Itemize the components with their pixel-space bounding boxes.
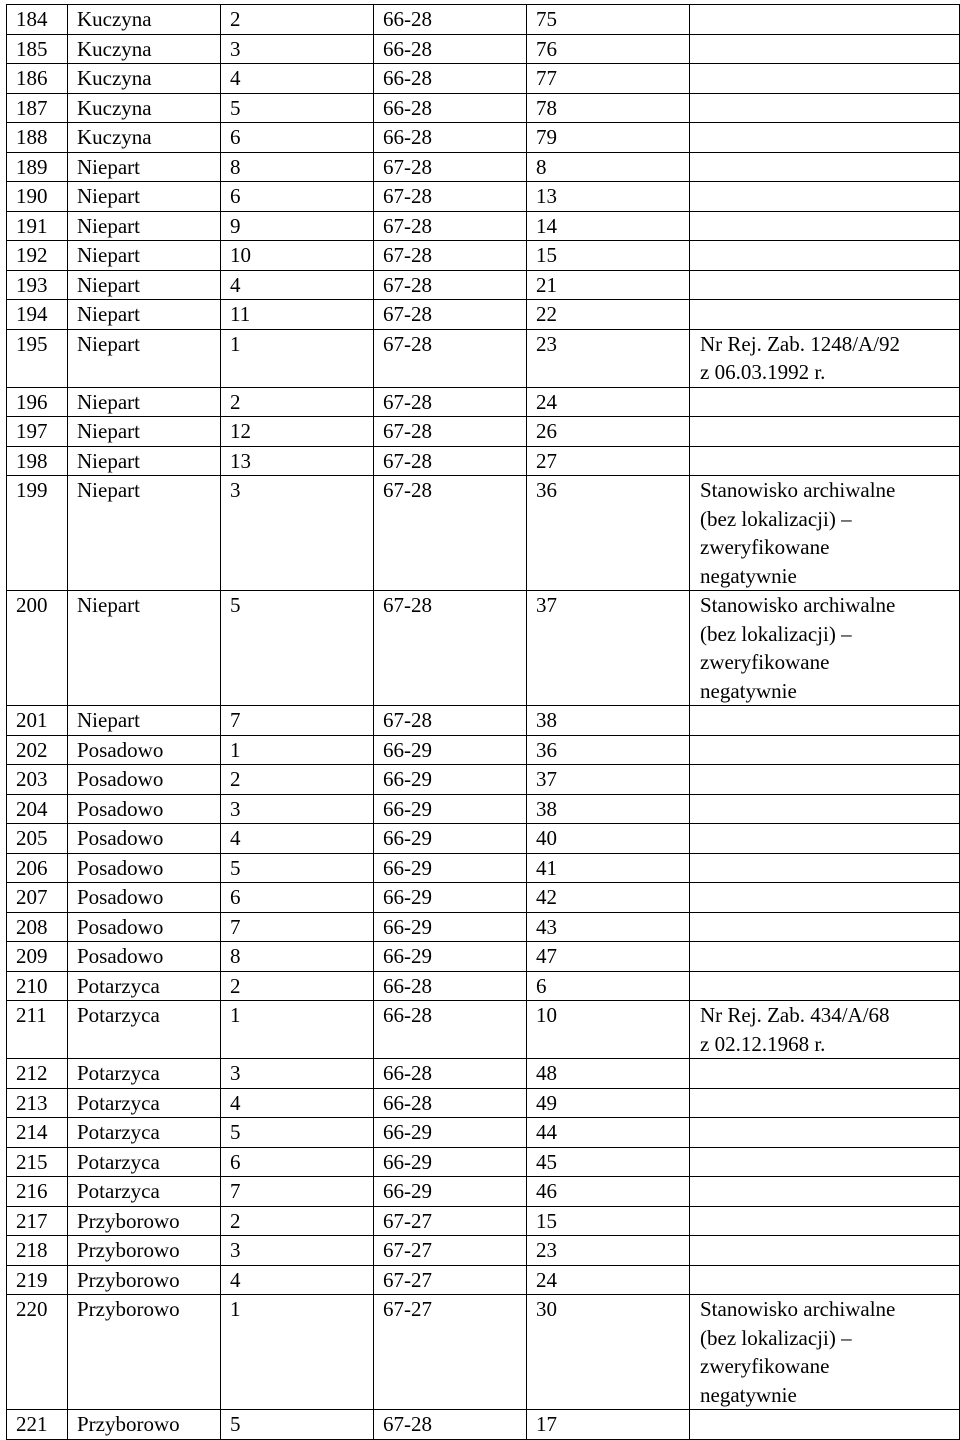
locality-cell: Niepart bbox=[68, 417, 221, 447]
remarks-line: zweryfikowane bbox=[700, 650, 830, 674]
azp-area-cell: 67-28 bbox=[374, 476, 527, 591]
locality-cell: Potarzyca bbox=[68, 1147, 221, 1177]
locality-cell: Posadowo bbox=[68, 824, 221, 854]
table-row bbox=[7, 706, 960, 736]
table-row bbox=[7, 942, 960, 972]
area-site-number-cell: 10 bbox=[527, 1001, 690, 1059]
remarks-line: z 06.03.1992 r. bbox=[700, 360, 826, 384]
sites-table-body bbox=[7, 5, 960, 1440]
table-row bbox=[7, 64, 960, 94]
remarks-cell bbox=[690, 270, 960, 300]
azp-area-cell: 66-28 bbox=[374, 5, 527, 35]
area-site-number-cell: 79 bbox=[527, 123, 690, 153]
area-site-number-cell: 38 bbox=[527, 794, 690, 824]
azp-area-cell: 67-28 bbox=[374, 211, 527, 241]
azp-area-cell: 67-28 bbox=[374, 387, 527, 417]
table-row bbox=[7, 1295, 960, 1410]
area-site-number-cell: 15 bbox=[527, 241, 690, 271]
remarks-cell bbox=[690, 794, 960, 824]
table-row bbox=[7, 1059, 960, 1089]
row-number-cell: 216 bbox=[7, 1177, 68, 1207]
azp-area-cell: 67-27 bbox=[374, 1295, 527, 1410]
remarks-cell bbox=[690, 735, 960, 765]
locality-cell: Niepart bbox=[68, 706, 221, 736]
row-number-cell: 199 bbox=[7, 476, 68, 591]
row-number-cell: 218 bbox=[7, 1236, 68, 1266]
site-number-cell: 4 bbox=[221, 1088, 374, 1118]
area-site-number-cell: 26 bbox=[527, 417, 690, 447]
area-site-number-cell: 45 bbox=[527, 1147, 690, 1177]
azp-area-cell: 66-28 bbox=[374, 1088, 527, 1118]
area-site-number-cell: 24 bbox=[527, 1265, 690, 1295]
azp-area-cell: 66-29 bbox=[374, 853, 527, 883]
row-number-cell: 213 bbox=[7, 1088, 68, 1118]
azp-area-cell: 66-29 bbox=[374, 735, 527, 765]
locality-cell: Niepart bbox=[68, 476, 221, 591]
locality-cell: Potarzyca bbox=[68, 1177, 221, 1207]
table-row bbox=[7, 1236, 960, 1266]
site-number-cell: 7 bbox=[221, 1177, 374, 1207]
table-row bbox=[7, 1265, 960, 1295]
table-row bbox=[7, 270, 960, 300]
locality-cell: Kuczyna bbox=[68, 123, 221, 153]
locality-cell: Posadowo bbox=[68, 765, 221, 795]
area-site-number-cell: 41 bbox=[527, 853, 690, 883]
table-row bbox=[7, 329, 960, 387]
row-number-cell: 212 bbox=[7, 1059, 68, 1089]
row-number-cell: 217 bbox=[7, 1206, 68, 1236]
remarks-cell bbox=[690, 912, 960, 942]
remarks-line: zweryfikowane bbox=[700, 1354, 830, 1378]
area-site-number-cell: 14 bbox=[527, 211, 690, 241]
table-row bbox=[7, 591, 960, 706]
remarks-cell bbox=[690, 1206, 960, 1236]
remarks-cell bbox=[690, 123, 960, 153]
azp-area-cell: 67-28 bbox=[374, 591, 527, 706]
remarks-line: Stanowisko archiwalne bbox=[700, 1297, 896, 1321]
table-row bbox=[7, 93, 960, 123]
site-number-cell: 1 bbox=[221, 735, 374, 765]
remarks-cell bbox=[690, 182, 960, 212]
row-number-cell: 206 bbox=[7, 853, 68, 883]
remarks-cell bbox=[690, 417, 960, 447]
azp-area-cell: 66-29 bbox=[374, 1118, 527, 1148]
site-number-cell: 5 bbox=[221, 591, 374, 706]
azp-area-cell: 67-27 bbox=[374, 1236, 527, 1266]
area-site-number-cell: 42 bbox=[527, 883, 690, 913]
table-row bbox=[7, 34, 960, 64]
site-number-cell: 11 bbox=[221, 300, 374, 330]
remarks-cell bbox=[690, 34, 960, 64]
table-row bbox=[7, 1147, 960, 1177]
remarks-line: zweryfikowane bbox=[700, 535, 830, 559]
table-row bbox=[7, 241, 960, 271]
site-number-cell: 9 bbox=[221, 211, 374, 241]
locality-cell: Potarzyca bbox=[68, 971, 221, 1001]
row-number-cell: 187 bbox=[7, 93, 68, 123]
table-row bbox=[7, 1206, 960, 1236]
site-number-cell: 3 bbox=[221, 1236, 374, 1266]
locality-cell: Posadowo bbox=[68, 853, 221, 883]
row-number-cell: 197 bbox=[7, 417, 68, 447]
locality-cell: Przyborowo bbox=[68, 1295, 221, 1410]
area-site-number-cell: 17 bbox=[527, 1410, 690, 1440]
azp-area-cell: 66-28 bbox=[374, 93, 527, 123]
row-number-cell: 198 bbox=[7, 446, 68, 476]
remarks-line: (bez lokalizacji) – bbox=[700, 621, 852, 646]
site-number-cell: 5 bbox=[221, 93, 374, 123]
site-number-cell: 7 bbox=[221, 706, 374, 736]
site-number-cell: 13 bbox=[221, 446, 374, 476]
row-number-cell: 207 bbox=[7, 883, 68, 913]
area-site-number-cell: 21 bbox=[527, 270, 690, 300]
remarks-cell bbox=[690, 211, 960, 241]
locality-cell: Niepart bbox=[68, 591, 221, 706]
locality-cell: Niepart bbox=[68, 241, 221, 271]
locality-cell: Kuczyna bbox=[68, 93, 221, 123]
area-site-number-cell: 37 bbox=[527, 591, 690, 706]
remarks-cell bbox=[690, 1295, 960, 1410]
azp-area-cell: 67-27 bbox=[374, 1206, 527, 1236]
site-number-cell: 1 bbox=[221, 1295, 374, 1410]
remarks-line: (bez lokalizacji) – bbox=[700, 1325, 852, 1350]
remarks-cell bbox=[690, 1236, 960, 1266]
remarks-line: negatywnie bbox=[700, 1382, 797, 1407]
table-row bbox=[7, 387, 960, 417]
area-site-number-cell: 49 bbox=[527, 1088, 690, 1118]
remarks-cell bbox=[690, 64, 960, 94]
locality-cell: Niepart bbox=[68, 211, 221, 241]
site-number-cell: 5 bbox=[221, 1410, 374, 1440]
table-row bbox=[7, 446, 960, 476]
azp-area-cell: 66-29 bbox=[374, 942, 527, 972]
area-site-number-cell: 40 bbox=[527, 824, 690, 854]
locality-cell: Kuczyna bbox=[68, 34, 221, 64]
azp-area-cell: 67-28 bbox=[374, 270, 527, 300]
locality-cell: Posadowo bbox=[68, 942, 221, 972]
remarks-line: Nr Rej. Zab. 1248/A/92 bbox=[700, 331, 901, 356]
row-number-cell: 209 bbox=[7, 942, 68, 972]
remarks-cell bbox=[690, 5, 960, 35]
area-site-number-cell: 77 bbox=[527, 64, 690, 94]
row-number-cell: 192 bbox=[7, 241, 68, 271]
area-site-number-cell: 27 bbox=[527, 446, 690, 476]
azp-area-cell: 67-28 bbox=[374, 182, 527, 212]
azp-area-cell: 66-28 bbox=[374, 64, 527, 94]
remarks-cell bbox=[690, 971, 960, 1001]
site-number-cell: 2 bbox=[221, 971, 374, 1001]
site-number-cell: 3 bbox=[221, 794, 374, 824]
azp-area-cell: 66-28 bbox=[374, 1059, 527, 1089]
table-row bbox=[7, 1118, 960, 1148]
area-site-number-cell: 43 bbox=[527, 912, 690, 942]
azp-area-cell: 67-28 bbox=[374, 706, 527, 736]
row-number-cell: 188 bbox=[7, 123, 68, 153]
site-number-cell: 4 bbox=[221, 824, 374, 854]
table-row bbox=[7, 211, 960, 241]
area-site-number-cell: 6 bbox=[527, 971, 690, 1001]
table-row bbox=[7, 824, 960, 854]
azp-area-cell: 66-29 bbox=[374, 765, 527, 795]
row-number-cell: 214 bbox=[7, 1118, 68, 1148]
site-number-cell: 5 bbox=[221, 853, 374, 883]
table-row bbox=[7, 152, 960, 182]
area-site-number-cell: 48 bbox=[527, 1059, 690, 1089]
remarks-cell bbox=[690, 1059, 960, 1089]
remarks-line: negatywnie bbox=[700, 678, 797, 703]
area-site-number-cell: 22 bbox=[527, 300, 690, 330]
locality-cell: Kuczyna bbox=[68, 64, 221, 94]
site-number-cell: 6 bbox=[221, 883, 374, 913]
remarks-cell bbox=[690, 706, 960, 736]
locality-cell: Niepart bbox=[68, 152, 221, 182]
row-number-cell: 221 bbox=[7, 1410, 68, 1440]
table-row bbox=[7, 182, 960, 212]
site-number-cell: 2 bbox=[221, 5, 374, 35]
azp-area-cell: 67-28 bbox=[374, 329, 527, 387]
table-row bbox=[7, 853, 960, 883]
site-number-cell: 1 bbox=[221, 1001, 374, 1059]
area-site-number-cell: 38 bbox=[527, 706, 690, 736]
remarks-cell bbox=[690, 241, 960, 271]
remarks-cell bbox=[690, 853, 960, 883]
table-row bbox=[7, 883, 960, 913]
row-number-cell: 211 bbox=[7, 1001, 68, 1059]
row-number-cell: 190 bbox=[7, 182, 68, 212]
remarks-line: Stanowisko archiwalne bbox=[700, 478, 896, 502]
remarks-line: (bez lokalizacji) – bbox=[700, 506, 852, 531]
row-number-cell: 220 bbox=[7, 1295, 68, 1410]
remarks-cell bbox=[690, 1265, 960, 1295]
row-number-cell: 201 bbox=[7, 706, 68, 736]
row-number-cell: 200 bbox=[7, 591, 68, 706]
table-row bbox=[7, 1177, 960, 1207]
table-row bbox=[7, 5, 960, 35]
site-number-cell: 6 bbox=[221, 123, 374, 153]
row-number-cell: 191 bbox=[7, 211, 68, 241]
sites-table bbox=[6, 4, 960, 1440]
azp-area-cell: 67-28 bbox=[374, 1410, 527, 1440]
azp-area-cell: 66-29 bbox=[374, 912, 527, 942]
remarks-cell bbox=[690, 446, 960, 476]
area-site-number-cell: 78 bbox=[527, 93, 690, 123]
remarks-cell bbox=[690, 765, 960, 795]
row-number-cell: 215 bbox=[7, 1147, 68, 1177]
area-site-number-cell: 24 bbox=[527, 387, 690, 417]
azp-area-cell: 67-28 bbox=[374, 417, 527, 447]
locality-cell: Kuczyna bbox=[68, 5, 221, 35]
table-row bbox=[7, 476, 960, 591]
site-number-cell: 12 bbox=[221, 417, 374, 447]
azp-area-cell: 66-28 bbox=[374, 34, 527, 64]
remarks-cell bbox=[690, 476, 960, 591]
locality-cell: Posadowo bbox=[68, 794, 221, 824]
row-number-cell: 185 bbox=[7, 34, 68, 64]
azp-area-cell: 66-29 bbox=[374, 824, 527, 854]
area-site-number-cell: 36 bbox=[527, 735, 690, 765]
table-row bbox=[7, 1088, 960, 1118]
document-page bbox=[6, 4, 960, 1440]
locality-cell: Potarzyca bbox=[68, 1118, 221, 1148]
locality-cell: Potarzyca bbox=[68, 1001, 221, 1059]
row-number-cell: 186 bbox=[7, 64, 68, 94]
row-number-cell: 189 bbox=[7, 152, 68, 182]
azp-area-cell: 66-28 bbox=[374, 971, 527, 1001]
table-row bbox=[7, 971, 960, 1001]
locality-cell: Niepart bbox=[68, 270, 221, 300]
remarks-cell bbox=[690, 152, 960, 182]
site-number-cell: 2 bbox=[221, 765, 374, 795]
locality-cell: Przyborowo bbox=[68, 1206, 221, 1236]
remarks-line: Stanowisko archiwalne bbox=[700, 593, 896, 617]
remarks-cell bbox=[690, 1147, 960, 1177]
locality-cell: Potarzyca bbox=[68, 1059, 221, 1089]
site-number-cell: 3 bbox=[221, 1059, 374, 1089]
remarks-cell bbox=[690, 1088, 960, 1118]
remarks-cell bbox=[690, 824, 960, 854]
remarks-cell bbox=[690, 1177, 960, 1207]
area-site-number-cell: 37 bbox=[527, 765, 690, 795]
site-number-cell: 2 bbox=[221, 1206, 374, 1236]
locality-cell: Posadowo bbox=[68, 735, 221, 765]
row-number-cell: 196 bbox=[7, 387, 68, 417]
site-number-cell: 1 bbox=[221, 329, 374, 387]
site-number-cell: 8 bbox=[221, 152, 374, 182]
azp-area-cell: 67-28 bbox=[374, 241, 527, 271]
locality-cell: Przyborowo bbox=[68, 1410, 221, 1440]
table-row bbox=[7, 300, 960, 330]
locality-cell: Posadowo bbox=[68, 883, 221, 913]
site-number-cell: 6 bbox=[221, 1147, 374, 1177]
azp-area-cell: 66-29 bbox=[374, 883, 527, 913]
table-row bbox=[7, 912, 960, 942]
azp-area-cell: 67-28 bbox=[374, 446, 527, 476]
remarks-cell bbox=[690, 300, 960, 330]
site-number-cell: 4 bbox=[221, 1265, 374, 1295]
remarks-cell bbox=[690, 1118, 960, 1148]
site-number-cell: 2 bbox=[221, 387, 374, 417]
table-row bbox=[7, 417, 960, 447]
locality-cell: Niepart bbox=[68, 182, 221, 212]
remarks-cell bbox=[690, 942, 960, 972]
area-site-number-cell: 76 bbox=[527, 34, 690, 64]
row-number-cell: 208 bbox=[7, 912, 68, 942]
table-row bbox=[7, 1410, 960, 1440]
site-number-cell: 3 bbox=[221, 34, 374, 64]
row-number-cell: 193 bbox=[7, 270, 68, 300]
azp-area-cell: 66-29 bbox=[374, 1177, 527, 1207]
area-site-number-cell: 46 bbox=[527, 1177, 690, 1207]
remarks-line: negatywnie bbox=[700, 563, 797, 588]
area-site-number-cell: 36 bbox=[527, 476, 690, 591]
row-number-cell: 210 bbox=[7, 971, 68, 1001]
table-row bbox=[7, 765, 960, 795]
locality-cell: Potarzyca bbox=[68, 1088, 221, 1118]
azp-area-cell: 67-28 bbox=[374, 300, 527, 330]
row-number-cell: 194 bbox=[7, 300, 68, 330]
site-number-cell: 3 bbox=[221, 476, 374, 591]
azp-area-cell: 66-29 bbox=[374, 794, 527, 824]
azp-area-cell: 66-29 bbox=[374, 1147, 527, 1177]
locality-cell: Niepart bbox=[68, 387, 221, 417]
area-site-number-cell: 13 bbox=[527, 182, 690, 212]
locality-cell: Przyborowo bbox=[68, 1265, 221, 1295]
site-number-cell: 7 bbox=[221, 912, 374, 942]
row-number-cell: 204 bbox=[7, 794, 68, 824]
azp-area-cell: 66-28 bbox=[374, 1001, 527, 1059]
remarks-cell bbox=[690, 1410, 960, 1440]
locality-cell: Niepart bbox=[68, 446, 221, 476]
area-site-number-cell: 30 bbox=[527, 1295, 690, 1410]
row-number-cell: 205 bbox=[7, 824, 68, 854]
locality-cell: Niepart bbox=[68, 329, 221, 387]
table-row bbox=[7, 794, 960, 824]
locality-cell: Niepart bbox=[68, 300, 221, 330]
row-number-cell: 202 bbox=[7, 735, 68, 765]
site-number-cell: 5 bbox=[221, 1118, 374, 1148]
row-number-cell: 219 bbox=[7, 1265, 68, 1295]
remarks-line: z 02.12.1968 r. bbox=[700, 1031, 826, 1056]
azp-area-cell: 66-28 bbox=[374, 123, 527, 153]
area-site-number-cell: 23 bbox=[527, 329, 690, 387]
azp-area-cell: 67-28 bbox=[374, 152, 527, 182]
remarks-cell bbox=[690, 591, 960, 706]
area-site-number-cell: 23 bbox=[527, 1236, 690, 1266]
row-number-cell: 203 bbox=[7, 765, 68, 795]
azp-area-cell: 67-27 bbox=[374, 1265, 527, 1295]
remarks-cell bbox=[690, 387, 960, 417]
site-number-cell: 4 bbox=[221, 270, 374, 300]
site-number-cell: 8 bbox=[221, 942, 374, 972]
remarks-line: Nr Rej. Zab. 434/A/68 bbox=[700, 1003, 890, 1027]
remarks-cell bbox=[690, 1001, 960, 1059]
site-number-cell: 10 bbox=[221, 241, 374, 271]
area-site-number-cell: 44 bbox=[527, 1118, 690, 1148]
site-number-cell: 4 bbox=[221, 64, 374, 94]
remarks-cell bbox=[690, 883, 960, 913]
area-site-number-cell: 47 bbox=[527, 942, 690, 972]
area-site-number-cell: 15 bbox=[527, 1206, 690, 1236]
row-number-cell: 195 bbox=[7, 329, 68, 387]
area-site-number-cell: 8 bbox=[527, 152, 690, 182]
remarks-cell bbox=[690, 329, 960, 387]
table-row bbox=[7, 1001, 960, 1059]
site-number-cell: 6 bbox=[221, 182, 374, 212]
row-number-cell: 184 bbox=[7, 5, 68, 35]
area-site-number-cell: 75 bbox=[527, 5, 690, 35]
locality-cell: Przyborowo bbox=[68, 1236, 221, 1266]
remarks-cell bbox=[690, 93, 960, 123]
locality-cell: Posadowo bbox=[68, 912, 221, 942]
table-row bbox=[7, 735, 960, 765]
table-row bbox=[7, 123, 960, 153]
